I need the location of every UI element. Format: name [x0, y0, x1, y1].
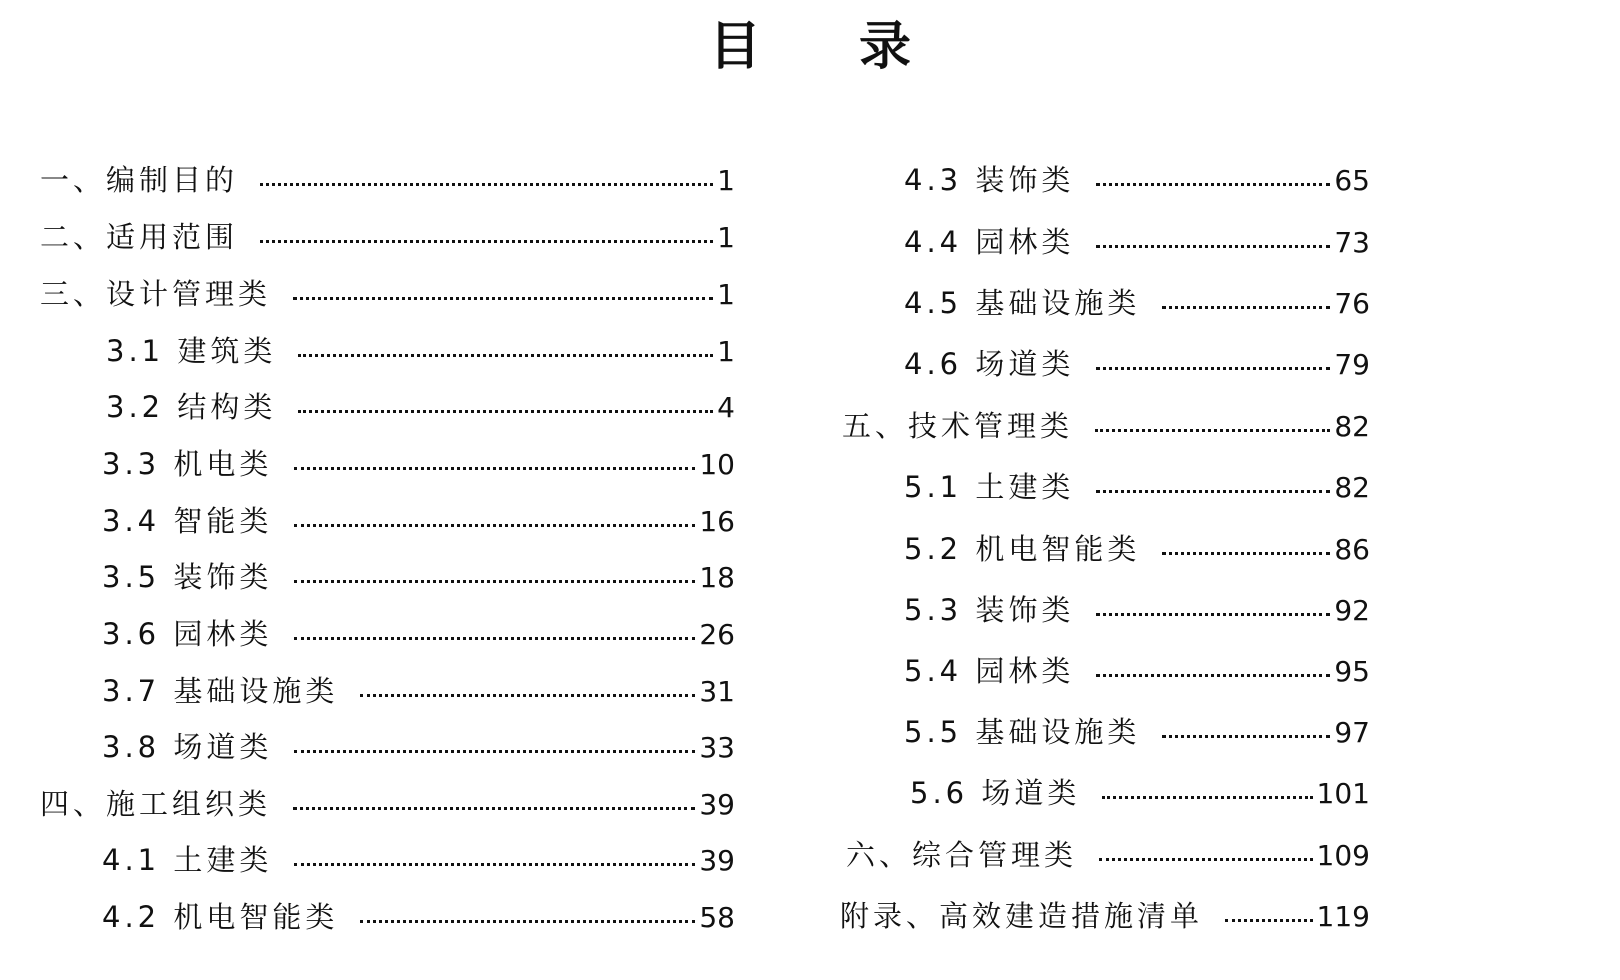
toc-entry-label: 4.3 装饰类: [904, 163, 1075, 197]
dot-leader: [294, 465, 695, 470]
dot-leader: [1162, 733, 1330, 738]
toc-entry[interactable]: [904, 590, 1370, 630]
toc-entry[interactable]: [40, 217, 735, 257]
toc-entry-page: 4: [717, 391, 735, 424]
toc-entry-page: 109: [1316, 839, 1370, 872]
toc-entry[interactable]: [102, 671, 735, 711]
dot-leader: [260, 238, 713, 243]
dot-leader: [1102, 794, 1312, 799]
dot-leader: [1162, 304, 1330, 309]
toc-entry-label: 4.2 机电智能类: [102, 900, 339, 934]
toc-entry-page: 82: [1334, 471, 1370, 504]
toc-entry[interactable]: [846, 835, 1370, 875]
toc-entry-page: 65: [1334, 164, 1370, 197]
dot-leader: [1095, 427, 1330, 432]
toc-entry[interactable]: [102, 897, 735, 937]
toc-entry[interactable]: [102, 840, 735, 880]
toc-entry[interactable]: [40, 784, 735, 824]
dot-leader: [1162, 550, 1330, 555]
toc-entry-label: 5.1 土建类: [904, 470, 1075, 504]
toc-entry-label: 二、适用范围: [40, 220, 239, 254]
toc-entry[interactable]: [840, 896, 1370, 936]
toc-entry[interactable]: [102, 557, 735, 597]
toc-entry[interactable]: [102, 614, 735, 654]
toc-entry-page: 119: [1316, 900, 1370, 933]
toc-entry-label: 4.5 基础设施类: [904, 286, 1141, 320]
toc-entry-page: 58: [699, 901, 735, 934]
toc-entry-label: 4.4 园林类: [904, 225, 1075, 259]
toc-entry-page: 39: [699, 844, 735, 877]
toc-entry-page: 73: [1334, 226, 1370, 259]
toc-entry[interactable]: [106, 331, 735, 371]
dot-leader: [1096, 181, 1330, 186]
toc-entry-label: 3.1 建筑类: [106, 334, 277, 368]
toc-entry[interactable]: [102, 727, 735, 767]
dot-leader: [260, 181, 713, 186]
toc-entry[interactable]: [842, 406, 1370, 446]
dot-leader: [360, 692, 695, 697]
toc-entry-page: 33: [699, 731, 735, 764]
toc-entry[interactable]: [102, 444, 735, 484]
dot-leader: [293, 805, 695, 810]
toc-entry-label: 3.3 机电类: [102, 447, 273, 481]
dot-leader: [1096, 488, 1330, 493]
toc-entry[interactable]: [910, 773, 1370, 813]
toc-entry-label: 4.1 土建类: [102, 843, 273, 877]
dot-leader: [1096, 365, 1330, 370]
dot-leader: [298, 408, 713, 413]
toc-entry-label: 5.4 园林类: [904, 654, 1075, 688]
dot-leader: [294, 635, 695, 640]
toc-entry-page: 79: [1334, 348, 1370, 381]
dot-leader: [1225, 917, 1313, 922]
dot-leader: [1096, 672, 1330, 677]
toc-entry-page: 101: [1316, 777, 1370, 810]
dot-leader: [1096, 243, 1330, 248]
toc-entry-label: 5.3 装饰类: [904, 593, 1075, 627]
toc-entry-page: 76: [1334, 287, 1370, 320]
toc-entry-page: 39: [699, 788, 735, 821]
toc-entry[interactable]: [904, 651, 1370, 691]
toc-entry-label: 5.2 机电智能类: [904, 532, 1141, 566]
dot-leader: [1096, 611, 1330, 616]
dot-leader: [1099, 856, 1313, 861]
toc-entry-page: 95: [1334, 655, 1370, 688]
toc-entry-label: 3.7 基础设施类: [102, 674, 339, 708]
toc-entry-page: 86: [1334, 533, 1370, 566]
dot-leader: [298, 352, 713, 357]
toc-entry-label: 一、编制目的: [40, 163, 239, 197]
toc-entry-label: 3.4 智能类: [102, 504, 273, 538]
toc-entry-page: 31: [699, 675, 735, 708]
toc-entry-label: 四、施工组织类: [40, 787, 272, 821]
page-title: 目 录: [708, 16, 952, 77]
toc-entry-label: 3.8 场道类: [102, 730, 273, 764]
toc-entry-page: 10: [699, 448, 735, 481]
toc-entry-page: 1: [717, 221, 735, 254]
toc-entry[interactable]: [102, 501, 735, 541]
toc-entry-page: 1: [717, 335, 735, 368]
toc-entry[interactable]: [904, 160, 1370, 200]
dot-leader: [294, 748, 695, 753]
toc-entry-label: 3.2 结构类: [106, 390, 277, 424]
toc-entry[interactable]: [40, 274, 735, 314]
toc-entry-label: 五、技术管理类: [842, 409, 1074, 443]
toc-entry-page: 82: [1334, 410, 1370, 443]
toc-entry[interactable]: [904, 222, 1370, 262]
toc-entry-label: 3.6 园林类: [102, 617, 273, 651]
toc-entry-label: 六、综合管理类: [846, 838, 1078, 872]
toc-entry[interactable]: [106, 387, 735, 427]
toc-entry-label: 5.5 基础设施类: [904, 715, 1141, 749]
toc-entry[interactable]: [40, 160, 735, 200]
toc-entry-page: 97: [1334, 716, 1370, 749]
toc-entry[interactable]: [904, 283, 1370, 323]
dot-leader: [294, 861, 695, 866]
toc-entry-label: 4.6 场道类: [904, 347, 1075, 381]
dot-leader: [293, 295, 713, 300]
dot-leader: [360, 918, 695, 923]
dot-leader: [294, 578, 695, 583]
toc-entry-page: 26: [699, 618, 735, 651]
toc-entry[interactable]: [904, 344, 1370, 384]
toc-entry-label: 3.5 装饰类: [102, 560, 273, 594]
toc-entry[interactable]: [904, 529, 1370, 569]
toc-entry[interactable]: [904, 467, 1370, 507]
toc-entry-page: 18: [699, 561, 735, 594]
toc-entry-label: 三、设计管理类: [40, 277, 272, 311]
dot-leader: [294, 522, 695, 527]
toc-entry-page: 1: [717, 164, 735, 197]
toc-entry-page: 92: [1334, 594, 1370, 627]
toc-entry-label: 5.6 场道类: [910, 776, 1081, 810]
toc-entry-page: 1: [717, 278, 735, 311]
toc-entry-label: 附录、高效建造措施清单: [840, 899, 1204, 933]
toc-entry-page: 16: [699, 505, 735, 538]
toc-entry[interactable]: [904, 712, 1370, 752]
